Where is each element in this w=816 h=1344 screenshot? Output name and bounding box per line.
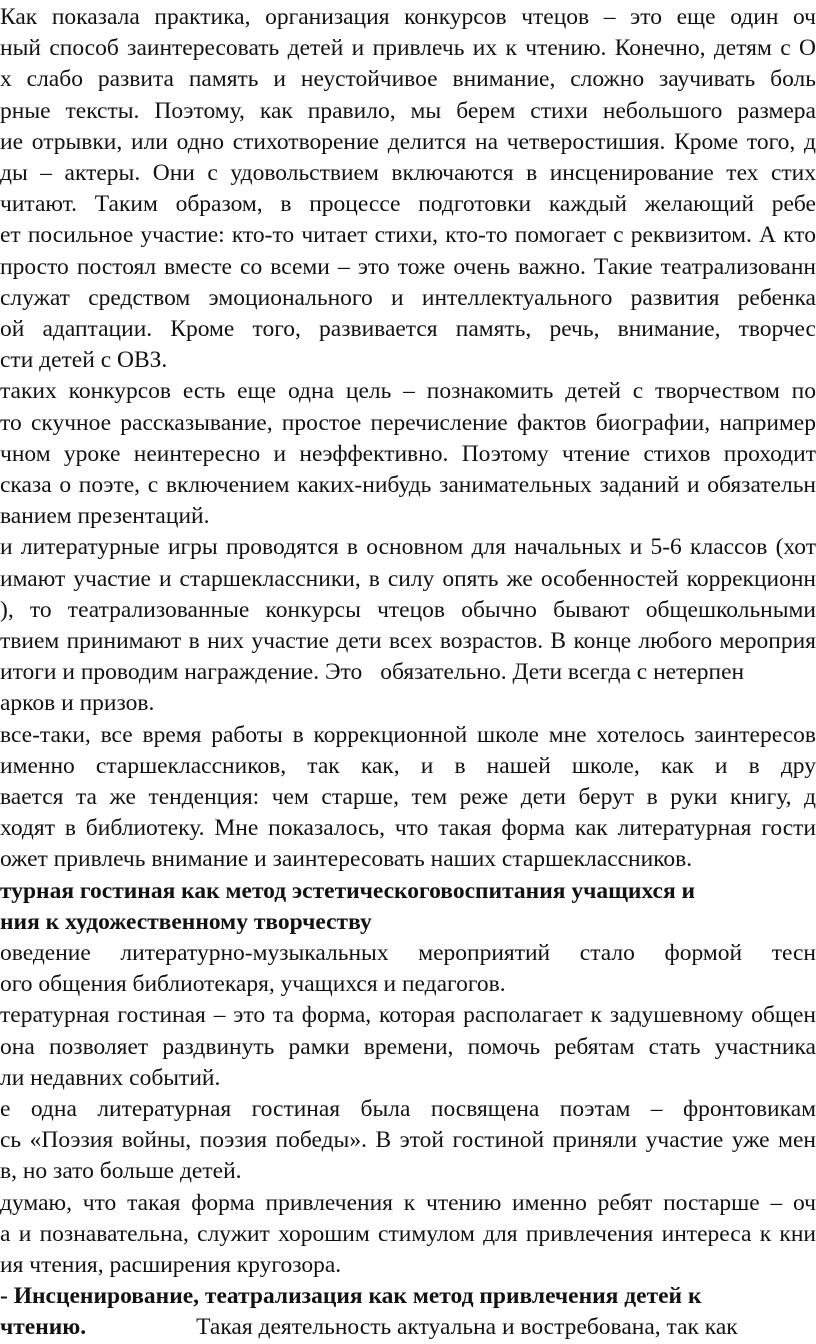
text-line [0, 593, 816, 627]
line-text: ожет привлечь внимание и заинтересовать наших старшеклассников. [0, 846, 693, 873]
line-text: и литературные игры проводятся в основном для начальных и 5-6 классов (хот [0, 534, 816, 561]
line-text-continued: обязательно. Дети всегда с нетерпен [380, 659, 745, 686]
line-text: ой адаптации. Кроме того, развивается память, речь, внимание, творчес [0, 316, 816, 342]
text-line [0, 624, 816, 658]
line-text: ли недавних событий. [0, 1064, 221, 1091]
line-text: ходят в библиотеку. Мне показалось, что такая форма как литературная гости [0, 815, 816, 842]
line-text: сти детей с ОВЗ. [0, 347, 168, 374]
line-text: чном уроке неинтересно и неэффективно. Поэтому чтение стихов проходит [0, 440, 816, 467]
text-line [0, 156, 816, 190]
line-text: думаю, что такая форма привлечения к чтению именно ребят постарше – оч [0, 1189, 816, 1216]
text-line [0, 468, 816, 502]
text-line [0, 967, 816, 1001]
line-text: итоги и проводим награждение. Это [0, 659, 363, 686]
text-line [0, 31, 816, 65]
line-text: ого общения библиотекаря, учащихся и педагогов. [0, 971, 506, 998]
text-line [0, 94, 816, 128]
text-line [0, 0, 816, 34]
text-line [0, 187, 816, 221]
text-line [0, 1030, 816, 1064]
line-text-continued: Такая деятельность актуальна и востребована, так как [196, 1314, 738, 1341]
text-line [0, 780, 816, 814]
section-heading-line [0, 1310, 816, 1344]
text-line [0, 1092, 816, 1126]
text-line [0, 312, 816, 346]
line-text: просто постоял вместе со всеми – это тоже очень важно. Такие театрализованн [0, 253, 816, 280]
text-line [0, 1123, 816, 1157]
line-text: все-таки, все время работы в коррекционной школе мне хотелось заинтересов [0, 721, 816, 748]
line-text: ие отрывки, или одно стихотворение делится на четверостишия. Кроме того, д [0, 128, 816, 155]
text-line [0, 250, 816, 284]
line-text: ванием презентаций. [0, 503, 210, 530]
line-text: рные тексты. Поэтому, как правило, мы берем стихи небольшого размера [0, 97, 816, 124]
section-heading-line [0, 905, 816, 939]
text-line [0, 686, 816, 720]
line-text: а и познавательна, служит хорошим стимулом для привлечения интереса к кни [0, 1220, 816, 1247]
line-text: таких конкурсов есть еще одна цель – познакомить детей с творчеством по [0, 378, 816, 405]
line-text: ет посильное участие: кто-то читает стихи, кто-то помогает с реквизитом. А кто [0, 222, 816, 249]
text-line [0, 1248, 816, 1282]
text-line [0, 562, 816, 596]
line-text: ия чтения, расширения кругозора. [0, 1252, 342, 1278]
line-text: вается та же тенденция: чем старше, тем реже дети берут в руки книгу, д [0, 784, 816, 810]
line-text: то скучное рассказывание, простое перечисление фактов биографии, например [0, 409, 816, 436]
line-text: - Инсценирование, театрализация как метод привлечения детей к [0, 1283, 702, 1310]
line-text: ный способ заинтересовать детей и привлечь их к чтению. Конечно, детям с О [0, 35, 816, 62]
text-line [0, 811, 816, 845]
line-text: именно старшеклассников, так как, и в нашей школе, как и в дру [0, 752, 816, 779]
text-line [0, 218, 816, 252]
line-text: тературная гостиная – это та форма, которая располагает к задушевному общен [0, 1002, 816, 1029]
text-line [0, 281, 816, 315]
line-text: твием принимают в них участие дети всех возрастов. В конце любого мероприя [0, 628, 816, 654]
line-text: служат средством эмоционального и интеллектуального развития ребенка [0, 284, 816, 311]
text-line [0, 406, 816, 440]
text-line [0, 842, 816, 876]
text-line [0, 655, 816, 689]
line-text: она позволяет раздвинуть рамки времени, помочь ребятам стать участника [0, 1033, 816, 1060]
text-line [0, 998, 816, 1032]
text-line [0, 1217, 816, 1251]
line-text: сь «Поэзия войны, поэзия победы». В этой гостиной приняли участие уже мен [0, 1127, 816, 1154]
line-text: турная гостиная как метод эстетическоговоспитания учащихся и [0, 877, 696, 904]
line-text: читают. Таким образом, в процессе подготовки каждый желающий ребе [0, 191, 816, 218]
text-line [0, 499, 816, 533]
text-line [0, 343, 816, 377]
line-text: оведение литературно-музыкальных мероприятий стало формой тесн [0, 940, 816, 966]
text-line [0, 1061, 816, 1095]
line-text: в, но зато больше детей. [0, 1158, 242, 1185]
line-text: арков и призов. [0, 690, 155, 717]
line-text: ды – актеры. Они с удовольствием включаются в инсценирование тех стих [0, 160, 816, 186]
line-text: ), то театрализованные конкурсы чтецов обычно бывают общешкольными [0, 596, 816, 623]
text-line [0, 374, 816, 408]
text-line [0, 1154, 816, 1188]
line-text: Как показала практика, организация конкурсов чтецов – это еще один оч [0, 4, 816, 30]
line-text: х слабо развита память и неустойчивое внимание, сложно заучивать боль [0, 66, 816, 93]
text-line [0, 62, 816, 96]
text-line [0, 530, 816, 564]
text-line [0, 718, 816, 752]
line-text: имают участие и старшеклассники, в силу опять же особенностей коррекционн [0, 565, 816, 592]
line-text: е одна литературная гостиная была посвящена поэтам – фронтовикам [0, 1096, 816, 1122]
line-text: чтению. [0, 1314, 87, 1341]
section-heading-line [0, 1279, 816, 1313]
text-line [0, 1186, 816, 1220]
line-text: сказа о поэте, с включением каких-нибудь занимательных заданий и обязательн [0, 472, 816, 498]
line-text: ния к художественному творчеству [0, 908, 372, 935]
section-heading-line [0, 874, 816, 908]
text-line [0, 749, 816, 783]
text-line [0, 936, 816, 970]
text-line [0, 437, 816, 471]
text-line [0, 125, 816, 159]
